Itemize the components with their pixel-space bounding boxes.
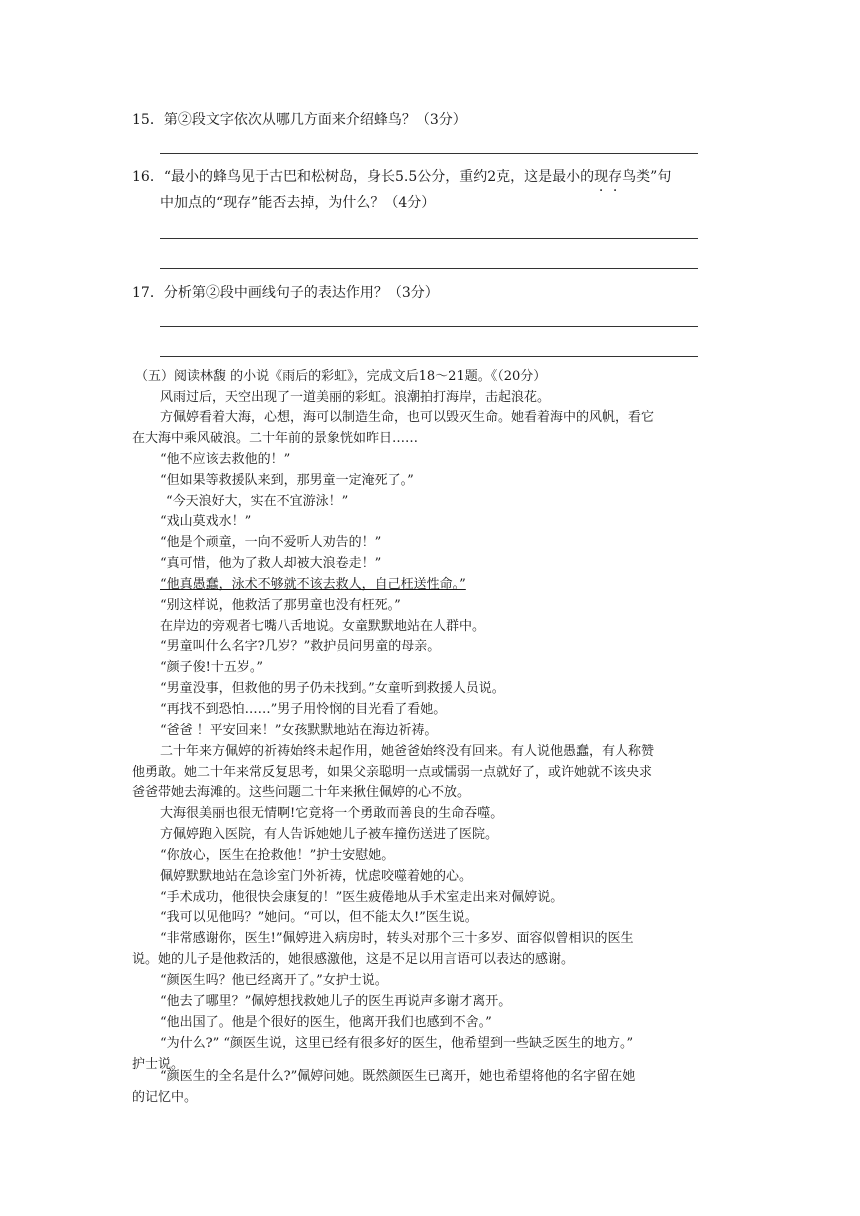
question-17: 17．分析第②段中画线句子的表达作用？（3分） <box>132 285 439 301</box>
emphasis-dot-char: 现 <box>594 169 609 185</box>
reading-line: 在大海中乘风破浪。二十年前的景象恍如昨日…… <box>132 431 419 446</box>
answer-line-15[interactable] <box>160 153 698 154</box>
reading-line: 护士说。 <box>132 1057 185 1072</box>
question-16-line2: 中加点的“现存”能否去掉，为什么？（4分） <box>160 195 436 211</box>
answer-line-16a[interactable] <box>160 238 698 239</box>
reading-line: 在岸边的旁观者七嘴八舌地说。女童默默地站在人群中。 <box>160 619 486 634</box>
reading-heading: （五）阅读林馥 的小说《雨后的彩虹》，完成文后18～21题。《（20分） <box>135 369 547 384</box>
reading-line: “他出国了。他是个很好的医生，他离开我们也感到不舍。” <box>160 1015 492 1030</box>
reading-line: 佩婷默默地站在急诊室门外祈祷，忧虑咬噬着她的心。 <box>160 869 473 884</box>
reading-line: “再找不到恐怕……”男子用怜悯的目光看了看她。 <box>160 702 447 717</box>
reading-line: “今天浪好大，实在不宜游泳！” <box>166 494 349 509</box>
reading-line: 方佩婷看着大海，心想，海可以制造生命，也可以毁灭生命。她看着海中的风帆，看它 <box>160 410 655 425</box>
reading-line: “手术成功，他很快会康复的！”医生疲倦地从手术室走出来对佩婷说。 <box>160 890 564 905</box>
reading-line: “你放心，医生在抢救他！”护士安慰她。 <box>160 848 395 863</box>
answer-line-17a[interactable] <box>160 326 698 327</box>
reading-line: 他勇敢。她二十年来常反复思考，如果父亲聪明一点或懦弱一点就好了，或许她就不该央求 <box>132 765 653 780</box>
reading-line: “别这样说，他救活了那男童也没有枉死。” <box>160 598 401 613</box>
reading-underlined-sentence <box>160 575 466 595</box>
emphasis-dot-char: 存 <box>608 169 623 185</box>
reading-line: “我可以见他吗？”她问。“可以，但不能太久!”医生说。 <box>160 910 478 925</box>
answer-line-16b[interactable] <box>160 268 698 269</box>
reading-line: “他不应该去救他的！” <box>160 452 291 467</box>
reading-line: “非常感谢你，医生!”佩婷进入病房时，转头对那个三十多岁、面容似曾相识的医生 <box>160 931 634 946</box>
underlined-text: “他真愚蠢，泳术不够就不该去救人，自己枉送性命。” <box>160 577 466 592</box>
reading-line: “他去了哪里？”佩婷想找救她儿子的医生再说声多谢才离开。 <box>160 994 512 1009</box>
reading-line: “真可惜，他为了救人却被大浪卷走！” <box>160 556 382 571</box>
reading-line: 大海很美丽也很无情啊!它竟将一个勇敢而善良的生命吞噬。 <box>160 806 504 821</box>
reading-line: 爸爸带她去海滩的。这些问题二十年来揪住佩婷的心不放。 <box>132 785 471 800</box>
answer-line-17b[interactable] <box>160 356 698 357</box>
reading-line: 二十年来方佩婷的祈祷始终未起作用，她爸爸始终没有回来。有人说他愚蠢，有人称赞 <box>160 744 655 759</box>
reading-line: “男童叫什么名字?几岁？”救护员问男童的母亲。 <box>160 639 441 654</box>
reading-line: “男童没事，但救他的男子仍未找到。”女童听到救援人员说。 <box>160 681 505 696</box>
reading-line: “他是个顽童，一向不爱听人劝告的！” <box>160 535 382 550</box>
reading-line: “爸爸 ！平安回来！”女孩默默地站在海边祈祷。 <box>160 723 438 738</box>
question-16-text-end: 鸟类”句 <box>622 169 672 185</box>
reading-line: 方佩婷跑入医院，有人告诉她她儿子被车撞伤送进了医院。 <box>160 827 499 842</box>
reading-line: “颜医生的全名是什么?”佩婷问她。既然颜医生已离开，她也希望将他的名字留在她 <box>160 1069 636 1084</box>
reading-line: 说。她的儿子是他救活的，她很感激他，这是不足以用言语可以表达的感谢。 <box>132 952 575 967</box>
question-16-text: 16．“最小的蜂鸟见于古巴和松树岛，身长5.5公分，重约2克，这是最小的 <box>132 169 595 185</box>
reading-line: “戏山莫戏水！” <box>160 514 252 529</box>
reading-line: “为什么?” “颜医生说，这里已经有很多好的医生，他希望到一些缺乏医生的地方。” <box>160 1036 634 1051</box>
question-15: 15．第②段文字依次从哪几方面来介绍蜂鸟？（3分） <box>132 112 467 128</box>
reading-line: 的记忆中。 <box>132 1090 198 1105</box>
question-16 <box>132 167 671 187</box>
reading-line: 风雨过后，天空出现了一道美丽的彩虹。浪潮拍打海岸，击起浪花。 <box>160 390 551 405</box>
reading-line: “颜医生吗？他已经离开了。”女护士说。 <box>160 973 388 988</box>
reading-line: “但如果等救援队来到，那男童一定淹死了。” <box>160 473 414 488</box>
reading-line: “颜子俊!十五岁。” <box>160 660 264 675</box>
